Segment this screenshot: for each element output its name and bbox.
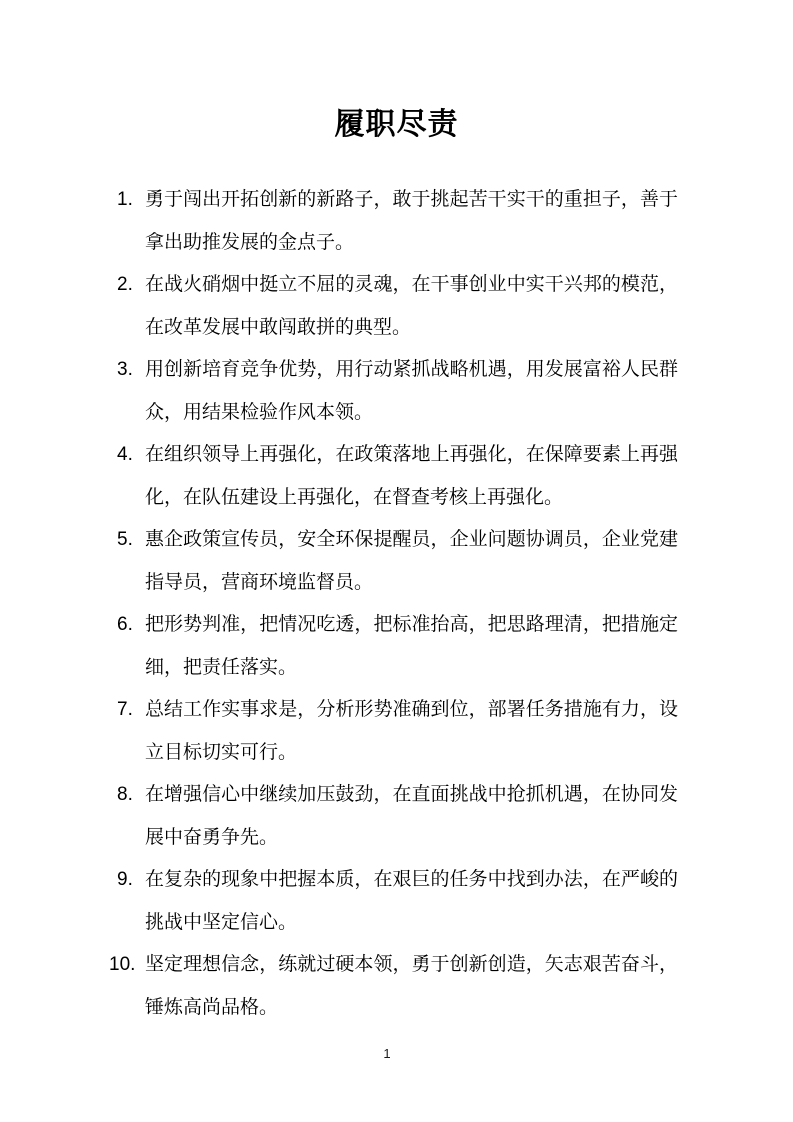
duty-list [0,179,793,1029]
list-item-line-1: 总结工作实事求是，分析形势准确到位，部署任务措施有力，设 [145,699,678,720]
list-item-text [145,689,678,774]
list-item-number: 1. [117,189,133,210]
list-item-line-2: 展中奋勇争先。 [145,826,279,848]
list-item-text [145,434,678,519]
list-item-line-1: 坚定理想信念，练就过硬本领，勇于创新创造，矢志艰苦奋斗， [145,954,678,975]
list-item-text [145,519,678,604]
list-item-number: 4. [117,444,133,465]
list-item-line-2: 众，用结果检验作风本领。 [145,401,374,423]
page-number: 1 [383,1046,391,1061]
list-item-line-2: 锤炼高尚品格。 [145,996,279,1018]
list-item [96,859,678,944]
list-item-line-2: 指导员，营商环境监督员。 [145,571,374,593]
list-item [96,519,678,604]
list-item-line-1: 在增强信心中继续加压鼓劲，在直面挑战中抢抓机遇，在协同发 [145,784,678,805]
list-item-text [145,774,678,859]
list-item-text [145,859,678,944]
list-item-line-2: 在改革发展中敢闯敢拼的典型。 [145,316,412,338]
list-item-number: 9. [117,869,133,890]
list-item-text [145,264,678,349]
list-item [96,944,678,1029]
list-item [96,264,678,349]
list-item-line-1: 在组织领导上再强化，在政策落地上再强化，在保障要素上再强 [145,444,678,465]
list-item-line-1: 惠企政策宣传员，安全环保提醒员，企业问题协调员，企业党建 [145,529,678,550]
list-item-line-1: 在复杂的现象中把握本质，在艰巨的任务中找到办法，在严峻的 [145,869,678,890]
list-item-line-2: 挑战中坚定信心。 [145,911,298,933]
list-item-line-1: 把形势判准，把情况吃透，把标准抬高，把思路理清，把措施定 [145,614,678,635]
list-item [96,349,678,434]
list-item-text [145,604,678,689]
list-item [96,434,678,519]
list-item-number: 6. [117,614,133,635]
list-item [96,179,678,264]
list-item-line-1: 勇于闯出开拓创新的新路子，敢于挑起苦干实干的重担子，善于 [145,189,678,210]
list-item-text [145,349,678,434]
list-item-line-1: 在战火硝烟中挺立不屈的灵魂，在干事创业中实干兴邦的模范， [145,274,678,295]
list-item-line-1: 用创新培育竞争优势，用行动紧抓战略机遇，用发展富裕人民群 [145,359,678,380]
list-item [96,774,678,859]
list-item-line-2: 细，把责任落实。 [145,656,298,678]
list-item-number: 3. [117,359,133,380]
list-item-number: 8. [117,784,133,805]
list-item [96,604,678,689]
list-item-number: 10. [109,954,136,975]
list-item-number: 5. [117,529,133,550]
list-item-line-2: 立目标切实可行。 [145,741,298,763]
list-item-text [145,944,678,1029]
list-item-number: 2. [117,274,133,295]
list-item-text [145,179,678,264]
list-item-line-2: 拿出助推发展的金点子。 [145,231,355,253]
list-item-line-2: 化，在队伍建设上再强化，在督查考核上再强化。 [145,486,564,508]
list-item [96,689,678,774]
document-title: 履职尽责 [334,108,459,141]
list-item-number: 7. [117,699,133,720]
